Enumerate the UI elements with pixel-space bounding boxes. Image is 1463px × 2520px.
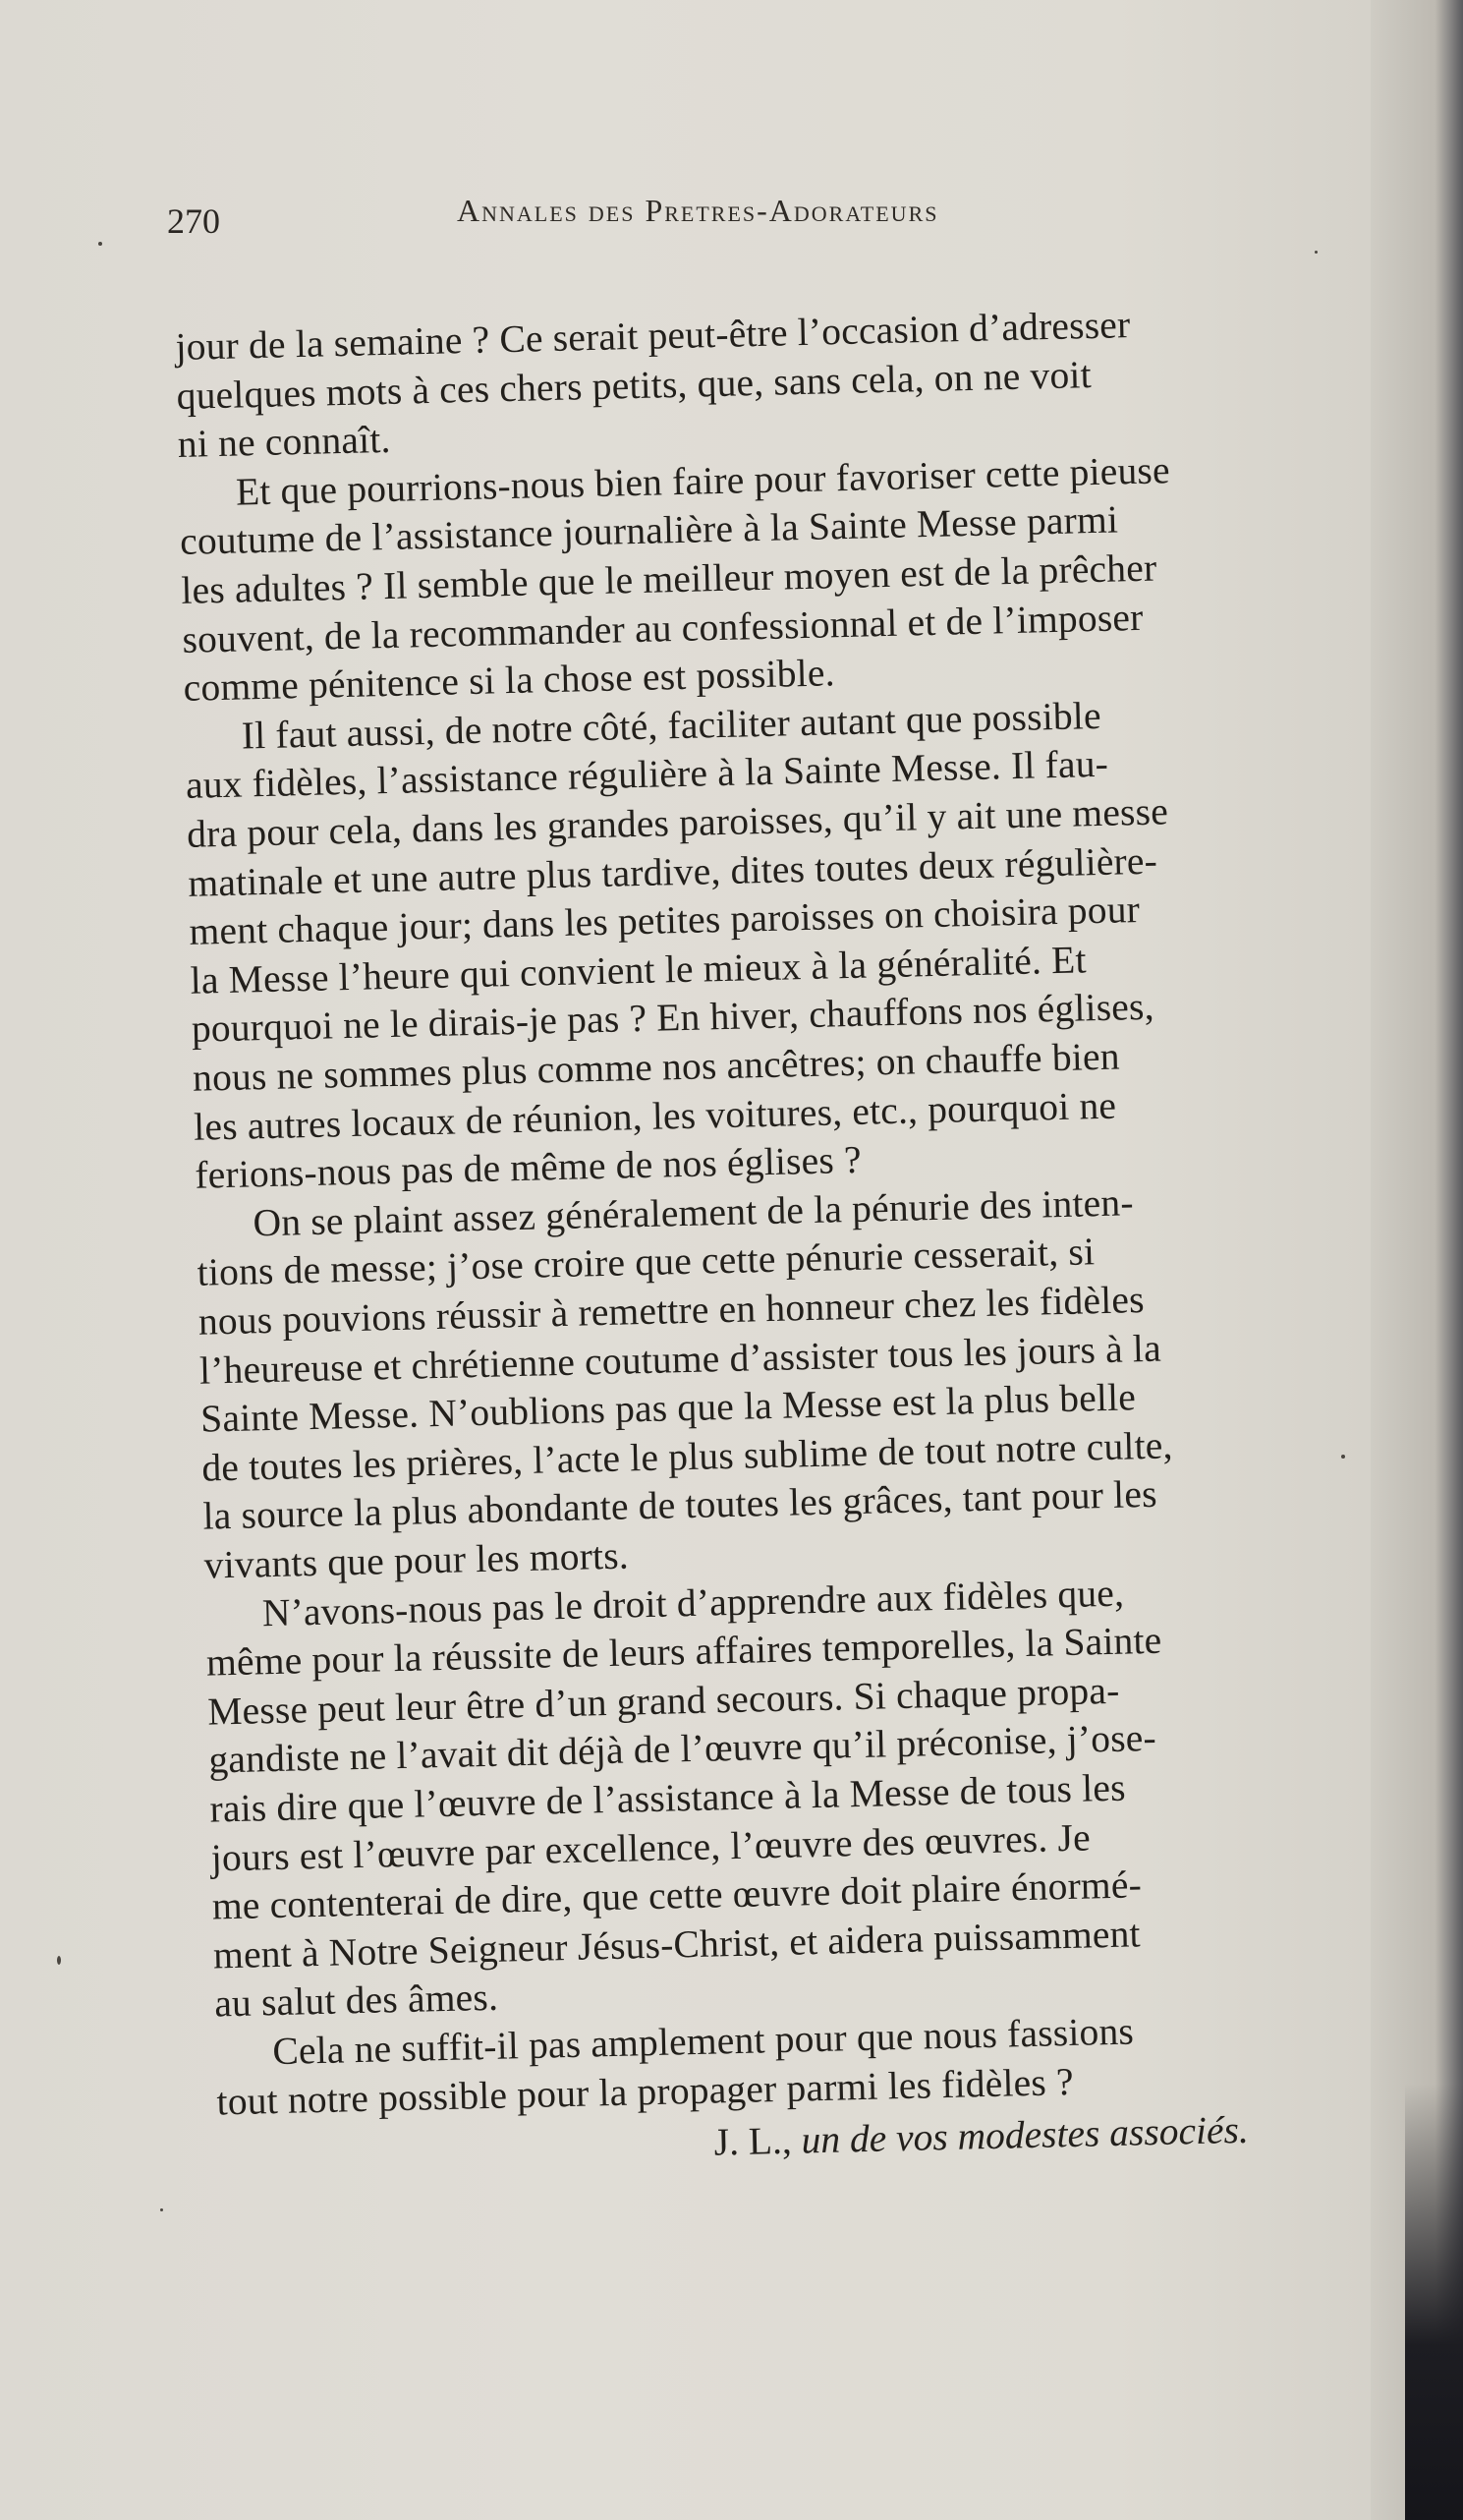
- text-line: les adultes ? Il semble que le meilleur moyen est de la prêcher: [180, 545, 1157, 612]
- text-line: tions de messe; j’ose croire que cette pénurie cesserait, si: [197, 1230, 1096, 1295]
- text-line: la source la plus abondante de toutes les grâces, tant pour les: [202, 1472, 1158, 1539]
- text-line: pourquoi ne le dirais-je pas ? En hiver, chauffons nos églises,: [191, 985, 1155, 1052]
- text-line: dra pour cela, dans les grandes paroisses, qu’il y ait une messe: [186, 789, 1169, 856]
- running-head: [167, 187, 1248, 246]
- text-line: me contenterai de dire, que cette œuvre doit plaire énormé-: [211, 1862, 1143, 1928]
- text-line: au salut des âmes.: [213, 1976, 499, 2026]
- text-line: ferions-nous pas de même de nos églises ?: [194, 1137, 863, 1197]
- paper-speck: [160, 2208, 163, 2211]
- page-edge-shadow: [1405, 2084, 1463, 2520]
- text-line: Il faut aussi, de notre côté, faciliter autant que possible: [241, 693, 1102, 758]
- text-line: Sainte Messe. N’oublions pas que la Messe est la plus belle: [199, 1375, 1137, 1441]
- paper-speck: [57, 1956, 61, 1965]
- text-line: ment à Notre Seigneur Jésus-Christ, et aidera puissamment: [212, 1912, 1142, 1977]
- text-line: tout notre possible pour la propager parmi les fidèles ?: [216, 2059, 1075, 2124]
- text-line: quelques mots à ces chers petits, que, sans cela, on ne voit: [176, 352, 1093, 418]
- text-line: Messe peut leur être d’un grand secours. Si chaque propa-: [206, 1668, 1120, 1734]
- text-line: aux fidèles, l’assistance régulière à la Sainte Messe. Il fau-: [185, 742, 1109, 808]
- text-line: ment chaque jour; dans les petites paroisses on choisira pour: [189, 888, 1141, 954]
- text-line: l’heureuse et chrétienne coutume d’assister tous les jours à la: [198, 1326, 1162, 1393]
- text-line: même pour la réussite de leurs affaires temporelles, la Sainte: [205, 1618, 1162, 1685]
- text-line: de toutes les prières, l’acte le plus sublime de tout notre culte,: [200, 1423, 1174, 1490]
- text-line: vivants que pour les morts.: [203, 1533, 630, 1587]
- paper-speck: [1315, 251, 1318, 254]
- signature: [713, 2107, 1249, 2165]
- text-line: coutume de l’assistance journalière à la Sainte Messe parmi: [179, 497, 1119, 564]
- text-line: nous pouvions réussir à remettre en honneur chez les fidèles: [197, 1278, 1146, 1344]
- paper-speck: [1341, 1455, 1345, 1459]
- text-line: comme pénitence si la chose est possible.: [183, 651, 836, 711]
- page-number: 270: [167, 201, 220, 241]
- text-line: Cela ne suffit-il pas amplement pour que nous fassions: [271, 2009, 1135, 2074]
- text-line: nous ne sommes plus comme nos ancêtres; on chauffe bien: [192, 1034, 1121, 1100]
- paper-speck: [98, 242, 102, 246]
- text-line: matinale et une autre plus tardive, dites toutes deux régulière-: [187, 838, 1158, 905]
- text-line: jours est l’œuvre par excellence, l’œuvre des œuvres. Je: [210, 1815, 1092, 1880]
- text-line: la Messe l’heure qui convient le mieux à la généralité. Et: [190, 938, 1088, 1002]
- text-line: jour de la semaine ? Ce serait peut-être l’occasion d’adresser: [175, 303, 1131, 369]
- text-line: On se plaint assez généralement de la pénurie des inten-: [253, 1180, 1135, 1245]
- running-title: Annales des Pretres-Adorateurs: [457, 193, 939, 228]
- text-line: gandiste ne l’avait dit déjà de l’œuvre qu’il préconise, j’ose-: [207, 1716, 1157, 1782]
- text-line: Et que pourrions-nous bien faire pour favoriser cette pieuse: [235, 447, 1171, 514]
- text-line: rais dire que l’œuvre de l’assistance à la Messe de tous les: [209, 1765, 1127, 1831]
- text-line: ni ne connaît.: [177, 418, 392, 467]
- text-line: N’avons-nous pas le droit d’apprendre aux fidèles que,: [261, 1571, 1125, 1634]
- body-text: [175, 297, 1354, 2164]
- signature-initials: J. L.,: [713, 2118, 793, 2164]
- signature-description: un de vos modestes associés.: [801, 2107, 1250, 2162]
- text-line: les autres locaux de réunion, les voitures, etc., pourquoi ne: [193, 1083, 1117, 1149]
- text-line: souvent, de la recommander au confessionnal et de l’imposer: [182, 595, 1144, 661]
